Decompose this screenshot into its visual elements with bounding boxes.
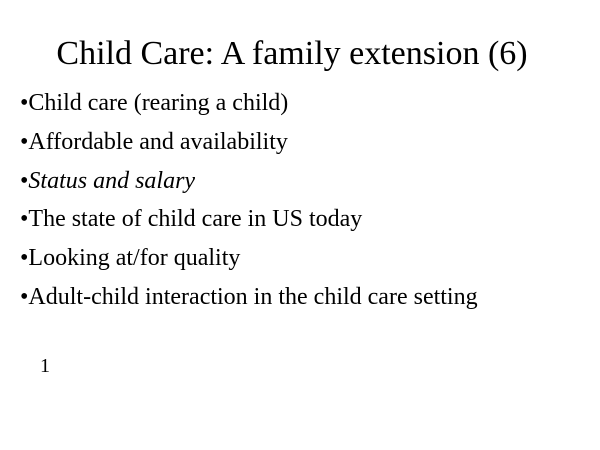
bullet-text: Status and salary xyxy=(28,167,196,194)
bullet-mark: • xyxy=(20,206,29,233)
bullet-mark: • xyxy=(20,128,29,155)
bullet-text: Child care (rearing a child) xyxy=(28,90,289,116)
bullet-mark: • xyxy=(20,245,29,272)
bullet-mark: • xyxy=(20,283,29,310)
bullet-text: Affordable and availability xyxy=(28,128,288,155)
bullet-item xyxy=(20,239,478,278)
bullet-list xyxy=(20,84,478,317)
bullet-item xyxy=(20,123,478,162)
bullet-item xyxy=(20,84,478,123)
bullet-text: Adult-child interaction in the child care setting xyxy=(28,283,478,310)
slide-number: 1 xyxy=(40,355,50,377)
bullet-mark: • xyxy=(20,167,29,194)
bullet-item xyxy=(20,278,478,317)
bullet-item xyxy=(20,162,478,201)
bullet-text: Looking at/for quality xyxy=(28,245,241,272)
slide-title: Child Care: A family extension (6) xyxy=(56,35,528,72)
bullet-text: The state of child care in US today xyxy=(28,206,363,233)
bullet-mark: • xyxy=(20,90,29,116)
bullet-item xyxy=(20,200,478,239)
